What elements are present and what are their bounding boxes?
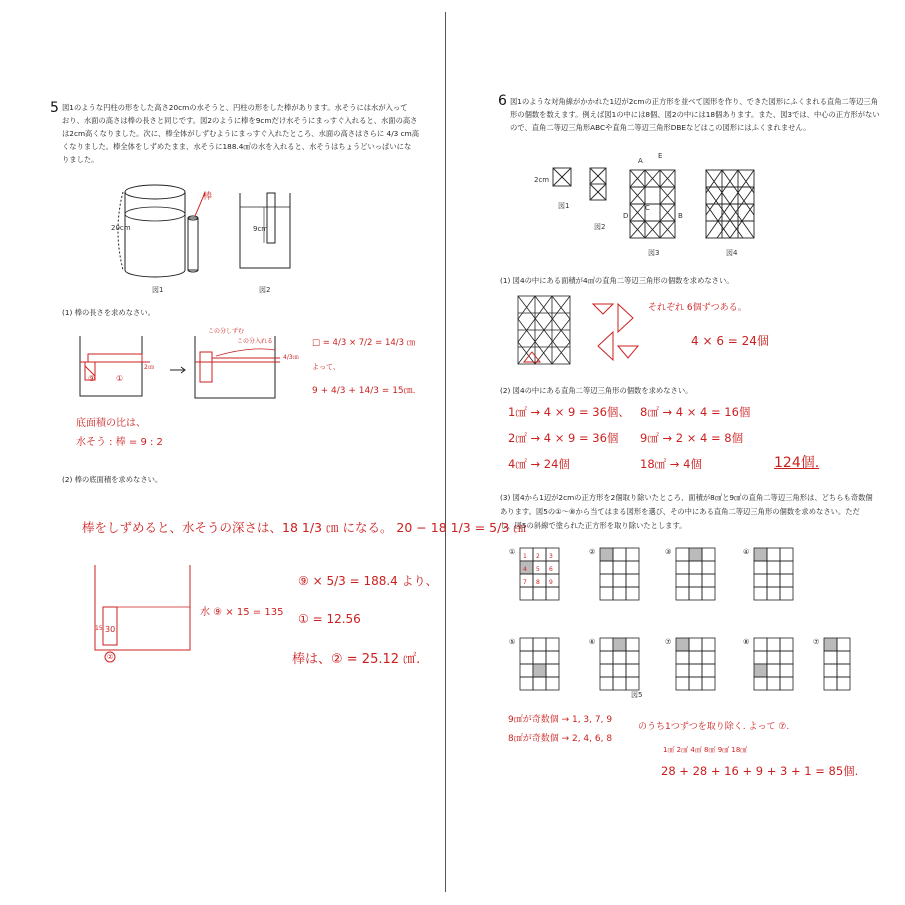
fig5-cell-number: 4 — [523, 566, 527, 573]
q5-2-eq1: ⑨ × 5/3 = 188.4 より、 — [298, 574, 438, 588]
page-divider — [445, 12, 446, 892]
fig5-cell — [626, 677, 639, 690]
fig5-cell — [626, 574, 639, 587]
fig5-cell — [520, 587, 533, 600]
q6-2-total: 124個. — [774, 455, 820, 471]
fig5-cell — [600, 638, 613, 651]
fig5-cell — [626, 651, 639, 664]
fig5-cell — [626, 664, 639, 677]
fig5-cell — [613, 548, 626, 561]
figures-1-to-4 — [548, 160, 788, 250]
fig5-cell — [676, 664, 689, 677]
fig1-height-label: 20cm — [111, 224, 131, 232]
fig5-cell-number: 9 — [549, 579, 553, 586]
fig6-1-caption: 図1 — [558, 202, 570, 210]
fig5-cell — [613, 574, 626, 587]
fig5-caption: 図5 — [631, 691, 643, 699]
q5-2-diagram — [95, 565, 195, 665]
q6-1-diagram — [518, 296, 658, 366]
point-D: D — [623, 212, 629, 220]
point-C: C — [645, 204, 650, 212]
fig6-4-caption: 図4 — [726, 249, 738, 257]
fig5-cell — [613, 561, 626, 574]
fig5-cell — [754, 651, 767, 664]
fig5-cell — [754, 638, 767, 651]
fig5-label: ④ — [743, 548, 750, 556]
q6-3-odd8: 8㎠が奇数個 → 2, 4, 6, 8 — [508, 734, 613, 744]
fig5-label: ⑦ — [813, 638, 820, 646]
q6-3-note: のうち1つずつを取り除く. よって ⑦. — [638, 722, 790, 732]
fig5-cell — [520, 651, 533, 664]
q5-2-line1: 棒をしずめると、水そうの深さは、18 1/3 ㎝ になる。 20 − 18 1/3 = 5/3 ㎝ — [82, 520, 526, 535]
fig5-grid-5 — [509, 638, 559, 690]
q5-1-2cm: 2㎝ — [144, 364, 154, 371]
left-page: 5 図1のような円柱の形をした高さ20cmの水そうと、円柱の形をした棒があります。水そうには水が入って おり、水面の高さは棒の長さと同じです。図2のように棒を9cmだけ水そうにまっすぐ入れると、水面の高さ は2cm高くなりました。次に、棒全体がしずむようにまっすぐ入れたところ、水面の高さはさらに 4/3 cm高 くなりました。棒全体をしずめたまま、水そうに188.4㎤の水を入れると、水そうはちょうどいっぱいにな りました。 20cm 棒 図1 9cm 図2 (1) 棒の長さを求めなさい。 この分しずむ この分入れる 2㎝ 4/3㎝ ⑨ ① □ = 4/3 × 7/2 = 14/3 ㎝ よって、 9 + 4/3 + 14/3 = 15㎝. 底面積の比は、 水そう : 棒 = 9 : 2 (2) 棒の底面積を求めなさい。 棒をしずめると、水そうの深さは、18 1/3 ㎝ になる。 20 − 18 1/3 = 5/3 ㎝ 30 15 ② 水 ⑨ × 15 = 135 ⑨ × 5/3 = 188.4 より、 ① = 12.56 棒は、② = 25.12 ㎠. — [50, 100, 526, 667]
fig5-grid-4 — [743, 548, 793, 600]
right-page: 6 図1のような対角線がかかれた1辺が2cmの正方形を並べて図形を作り、できた図形にふくまれる直角二等辺三角 形の個数を数えます。例えば図1の中には8個、図2の中には18個あります。また、図3では、中心の正方形がない ので、直角二等辺三角形ABCや直角二等辺三角形DBEなどはこの図形にはふくまれません。 2cm 図1 図2 図3 図4 A E C D B (1) 図4の中にある面積が4㎠の直角二等辺三角形の個数を求めなさい。 それぞれ 6個ずつある。 4 × 6 = 24個 (2) 図4の中にある直角二等辺三角形の個数を求めなさい。 1㎠ → 4 × 9 = 36個、 8㎠ → 4 × 4 = 16個 2㎠ → 4 × 9 = 36個 9㎠ → 2 × 4 = 8個 4㎠ → 24個 18㎠ → 4個 124個. (3) 図4から1辺が2cmの正方形を2個取り除いたところ、面積が8㎠と9㎠の直角二等辺三角形は、どちらも奇数個 あります。図5の①〜⑧から当てはまる図形を選び、その中にある直角二等辺三角形の個数を求めなさい。ただ し、図5の斜線で塗られた正方形を取り除いたとします。 ① ② ③ ④ ⑤ ⑥ ⑦ ⑧ ⑦ 1 2 3 4 5 6 7 8 9 図5 9㎠が奇数個 → 1, 3, 7, 9 8㎠が奇数個 → 2, 4, 6, 8 のうち1つずつを取り除く. よって ⑦. 1㎠ 2㎠ 4㎠ 8㎠ 9㎠ 18㎠ 28 + 28 + 16 + 9 + 3 + 1 = 85個. — [498, 93, 880, 778]
fig5-cell — [754, 561, 767, 574]
q6-2-row3b: 18㎠ → 4個 — [640, 457, 702, 471]
fig5-label: ⑧ — [743, 638, 750, 646]
q6-1-label: (1) 図4の中にある面積が4㎠の直角二等辺三角形の個数を求めなさい。 — [500, 276, 734, 285]
fig5-cell — [613, 651, 626, 664]
fig5-label: ③ — [665, 548, 672, 556]
fig5-cell — [767, 651, 780, 664]
q5-2-rod-vol: 30 — [105, 625, 116, 634]
fig5-cell — [754, 664, 767, 677]
fig5-cell-number: 8 — [536, 579, 540, 586]
q6-2-row1b: 8㎠ → 4 × 4 = 16個 — [640, 405, 751, 419]
q5-1-answer: 9 + 4/3 + 14/3 = 15㎝. — [312, 386, 416, 396]
fig2-caption: 図2 — [259, 286, 271, 294]
fig5-cell-number: 3 — [549, 553, 553, 560]
q6-2-row1a: 1㎠ → 4 × 9 = 36個、 — [508, 405, 630, 419]
fig5-cell-number: 5 — [536, 566, 540, 573]
fig5-cell — [702, 574, 715, 587]
fig5-cell — [613, 664, 626, 677]
fig5-cell — [676, 574, 689, 587]
fig5-cell — [780, 651, 793, 664]
q5-2-label: (2) 棒の底面積を求めなさい。 — [62, 475, 163, 484]
fig5-cell-number: 7 — [523, 579, 527, 586]
fig5-cell — [613, 587, 626, 600]
fig5-cell — [837, 638, 850, 651]
q5-2-rod-h: 15 — [95, 625, 103, 632]
fig5-cell — [754, 574, 767, 587]
fig5-cell — [702, 548, 715, 561]
fig-size-label: 2cm — [534, 176, 550, 184]
fig1-rod-label: 棒 — [203, 192, 213, 202]
q5-1-label: (1) 棒の長さを求めなさい。 — [62, 308, 155, 317]
fig5-cell — [780, 587, 793, 600]
q5-2-water: 水 ⑨ × 15 = 135 — [200, 607, 284, 618]
fig5-cell — [676, 561, 689, 574]
question-5-number: 5 — [50, 100, 59, 116]
fig5-label: ⑥ — [589, 638, 596, 646]
q5-1-ratio-title: 底面積の比は、 — [76, 418, 146, 429]
fig5-cell — [626, 638, 639, 651]
fig5-cell — [676, 587, 689, 600]
fig5-cell — [689, 587, 702, 600]
fig5-cell — [520, 677, 533, 690]
fig5-cell — [600, 587, 613, 600]
fig5-cell — [533, 638, 546, 651]
q5-1-ratio: 水そう : 棒 = 9 : 2 — [76, 437, 163, 448]
fig5-label: ⑦ — [665, 638, 672, 646]
q6-3-sum: 28 + 28 + 16 + 9 + 3 + 1 = 85個. — [661, 764, 859, 778]
fig5-cell — [702, 587, 715, 600]
q5-1-calc1: □ = 4/3 × 7/2 = 14/3 ㎝ — [312, 338, 416, 348]
q5-1-circle-1: ① — [116, 374, 124, 383]
q6-1-note: それぞれ 6個ずつある。 — [648, 303, 747, 313]
fig5-cell — [767, 561, 780, 574]
fig5-cell — [546, 677, 559, 690]
q6-2-label: (2) 図4の中にある直角二等辺三角形の個数を求めなさい。 — [500, 386, 693, 395]
fig5-cell — [533, 587, 546, 600]
fig5-cell — [689, 638, 702, 651]
fig5-cell — [702, 561, 715, 574]
fig5-cell — [837, 651, 850, 664]
fig5-cell-number: 2 — [536, 553, 540, 560]
fig5-cell — [533, 664, 546, 677]
fig5-cell — [600, 548, 613, 561]
fig6-2-caption: 図2 — [594, 223, 606, 231]
fig5-cell — [533, 651, 546, 664]
q6-3-odd9: 9㎠が奇数個 → 1, 3, 7, 9 — [508, 715, 613, 725]
fig5-cell — [600, 677, 613, 690]
q5-1-4-3: 4/3㎝ — [283, 354, 299, 361]
fig5-cell-number: 1 — [523, 553, 527, 560]
q6-2-row3a: 4㎠ → 24個 — [508, 457, 570, 471]
fig6-3-caption: 図3 — [648, 249, 660, 257]
fig5-grid-3 — [665, 548, 715, 600]
fig5-cell — [780, 638, 793, 651]
fig5-cell — [767, 664, 780, 677]
fig5-cell — [600, 651, 613, 664]
fig5-cell — [689, 664, 702, 677]
fig5-cell — [780, 664, 793, 677]
fig5-cell — [702, 664, 715, 677]
fig5-cell — [600, 664, 613, 677]
fig5-cell — [520, 664, 533, 677]
fig5-cell — [824, 664, 837, 677]
q5-2-rod-area: ② — [107, 653, 114, 661]
fig5-grid-8 — [743, 638, 793, 690]
point-E: E — [658, 152, 663, 160]
q6-3-header: 1㎠ 2㎠ 4㎠ 8㎠ 9㎠ 18㎠ — [663, 746, 748, 754]
q6-2-row2a: 2㎠ → 4 × 9 = 36個 — [508, 431, 619, 445]
fig5-cell — [676, 651, 689, 664]
fig1-caption: 図1 — [152, 286, 164, 294]
fig5-cell — [689, 677, 702, 690]
q5-1-so: よって、 — [312, 363, 340, 371]
fig5-cell — [780, 561, 793, 574]
fig5-cell — [754, 677, 767, 690]
fig5-cell — [626, 548, 639, 561]
fig5-cell — [837, 664, 850, 677]
fig5-cell — [546, 587, 559, 600]
fig5-cell-number: 6 — [549, 566, 553, 573]
fig5-cell — [824, 677, 837, 690]
q5-1-circle-9: ⑨ — [88, 374, 96, 383]
fig5-cell — [780, 574, 793, 587]
fig5-grid-7 — [665, 638, 715, 690]
point-B: B — [678, 212, 683, 220]
fig5-cell — [546, 638, 559, 651]
fig5-cell — [676, 677, 689, 690]
figure-5-grids — [508, 545, 838, 695]
fig5-cell — [600, 561, 613, 574]
q5-2-eq2: ① = 12.56 — [298, 612, 361, 626]
fig5-cell — [702, 677, 715, 690]
question-6-number: 6 — [498, 93, 507, 109]
fig5-cell — [837, 677, 850, 690]
fig5-cell — [689, 561, 702, 574]
fig5-cell — [767, 638, 780, 651]
q6-2-row2b: 9㎠ → 2 × 4 = 8個 — [640, 431, 744, 445]
fig5-cell — [824, 638, 837, 651]
fig5-cell — [676, 638, 689, 651]
q5-1-note-insert: この分入れる — [237, 338, 274, 345]
fig5-cell — [689, 548, 702, 561]
figure-2-tank — [240, 193, 295, 273]
fig5-cell — [767, 587, 780, 600]
q6-1-answer: 4 × 6 = 24個 — [691, 334, 769, 348]
fig5-cell — [702, 651, 715, 664]
fig5-cell — [767, 677, 780, 690]
fig5-cell — [546, 664, 559, 677]
fig5-cell — [676, 548, 689, 561]
fig5-grid-2 — [589, 548, 639, 600]
fig5-cell — [767, 548, 780, 561]
fig5-cell — [626, 587, 639, 600]
fig5-cell — [780, 677, 793, 690]
fig5-cell — [613, 677, 626, 690]
fig5-grid-9 — [813, 638, 850, 690]
fig5-cell — [600, 574, 613, 587]
q5-1-note-sink: この分しずむ — [208, 328, 245, 335]
fig5-cell — [824, 651, 837, 664]
fig5-cell — [533, 677, 546, 690]
fig5-cell — [520, 638, 533, 651]
fig5-label: ⑤ — [509, 638, 516, 646]
fig5-cell — [546, 651, 559, 664]
fig5-label: ① — [509, 548, 516, 556]
fig5-cell — [780, 548, 793, 561]
point-A: A — [638, 157, 643, 165]
fig5-cell — [754, 548, 767, 561]
fig5-grid-6 — [589, 638, 639, 690]
fig5-cell — [702, 638, 715, 651]
fig2-depth-label: 9cm — [253, 225, 269, 233]
fig5-cell — [754, 587, 767, 600]
fig5-label: ② — [589, 548, 596, 556]
fig5-cell — [689, 574, 702, 587]
q5-1-diagram — [80, 336, 300, 406]
fig5-cell — [626, 561, 639, 574]
q5-2-answer: 棒は、② = 25.12 ㎠. — [292, 652, 421, 667]
fig5-cell — [613, 638, 626, 651]
fig5-cell — [767, 574, 780, 587]
fig5-cell — [689, 651, 702, 664]
